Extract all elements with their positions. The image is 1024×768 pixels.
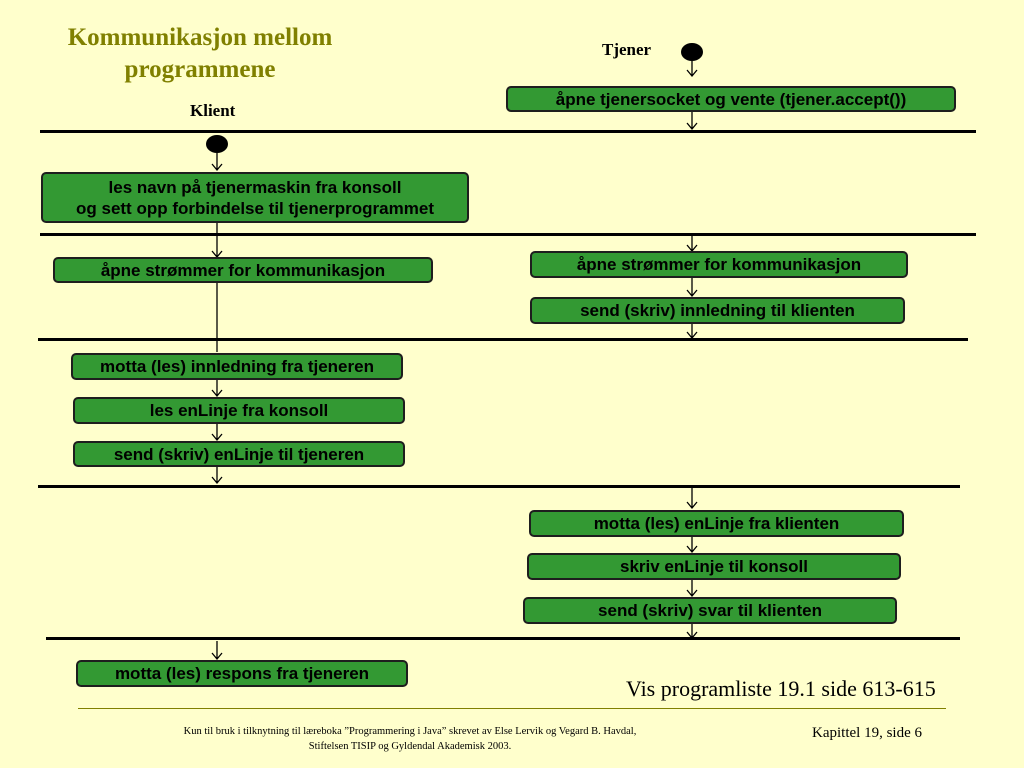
server-lane-label: Tjener — [602, 40, 652, 59]
title-line-2: programmene — [124, 56, 276, 83]
server-step-open-streams-label: åpne strømmer for kommunikasjon — [576, 255, 862, 274]
server-step-write-console-label: skriv enLinje til konsoll — [620, 557, 808, 576]
title-line-1: Kommunikasjon mellom — [67, 24, 333, 51]
client-step-send-line — [73, 441, 405, 467]
client-lane-label: Klient — [190, 101, 236, 120]
server-step-write-console — [527, 553, 901, 580]
arrow-server-3 — [687, 278, 697, 296]
client-step-open-streams-label: åpne strømmer for kommunikasjon — [100, 260, 386, 280]
arrow-server-start — [687, 61, 697, 76]
server-step-receive-line — [529, 510, 904, 537]
server-step-send-intro — [530, 297, 905, 324]
arrow-client-5 — [212, 467, 222, 483]
server-step-receive-line-label: motta (les) enLinje fra klienten — [593, 514, 840, 533]
footer-note — [140, 724, 680, 754]
server-step-open-streams — [530, 251, 908, 278]
client-step-receive-response-label: motta (les) respons fra tjeneren — [114, 664, 370, 683]
client-step-open-streams — [53, 257, 433, 283]
footer-note-line-1: Kun til bruk i tilknytning til læreboka ”Programmering i Java” skrevet av Else Lervik og Vegard B. Havdal, — [183, 726, 637, 737]
server-step-accept — [506, 86, 956, 112]
client-step-send-line-label: send (skriv) enLinje til tjeneren — [113, 444, 365, 464]
client-step-read-console — [73, 397, 405, 424]
client-step-read-console-label: les enLinje fra konsoll — [149, 401, 329, 420]
arrow-client-1 — [212, 223, 222, 257]
arrow-client-4 — [212, 424, 222, 440]
arrow-client-start — [212, 153, 222, 170]
client-step-connect — [41, 172, 469, 223]
arrow-server-4 — [687, 324, 697, 338]
server-step-send-reply — [523, 597, 897, 624]
server-step-accept-label: åpne tjenersocket og vente (tjener.accept()) — [555, 89, 907, 109]
client-step-receive-response — [76, 660, 408, 687]
arrow-server-7 — [687, 580, 697, 596]
client-step-receive-intro — [71, 353, 403, 380]
footer-note-line-2: Stiftelsen TISIP og Gyldendal Akademisk 2003. — [308, 741, 512, 752]
arrow-server-5 — [687, 488, 697, 508]
client-step-connect-line-1: les navn på tjenermaskin fra konsoll — [108, 177, 402, 197]
page-number: Kapittel 19, side 6 — [812, 725, 922, 741]
arrow-server-6 — [687, 537, 697, 552]
arrow-server-1 — [687, 112, 697, 129]
arrow-server-2 — [687, 235, 697, 251]
client-step-connect-line-2: og sett opp forbindelse til tjenerprogrammet — [76, 198, 434, 218]
server-step-send-intro-label: send (skriv) innledning til klienten — [580, 301, 855, 320]
arrow-server-8 — [687, 624, 697, 638]
client-step-receive-intro-label: motta (les) innledning fra tjeneren — [100, 357, 374, 376]
server-step-send-reply-label: send (skriv) svar til klienten — [598, 601, 822, 620]
footer-divider — [78, 708, 946, 709]
arrow-client-6 — [212, 641, 222, 659]
program-listing-reference: Vis programliste 19.1 side 613-615 — [626, 676, 936, 701]
arrow-client-3 — [212, 380, 222, 396]
